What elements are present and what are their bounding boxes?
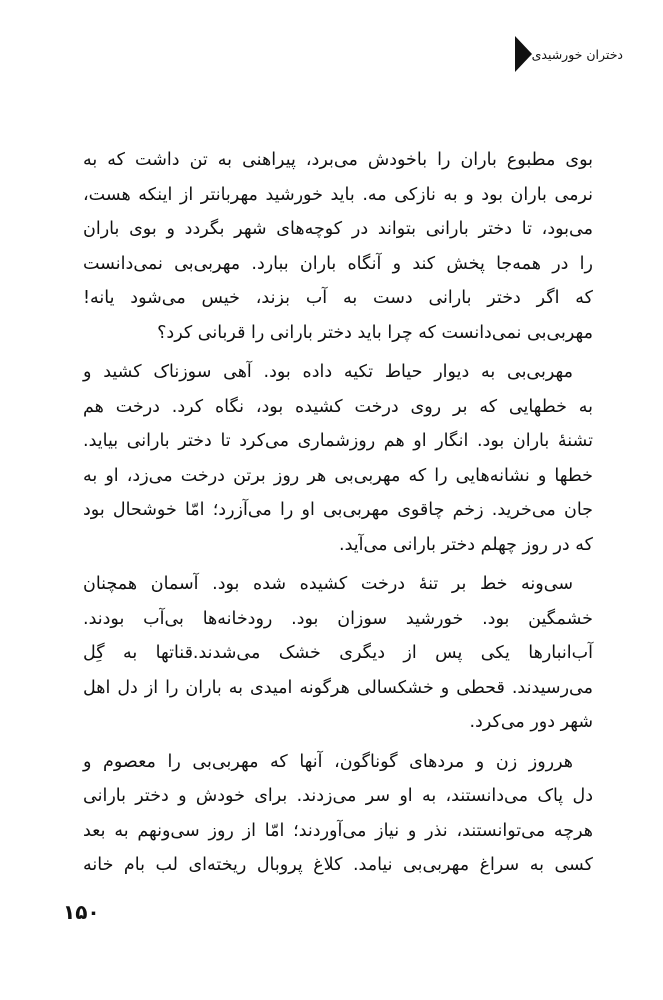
- body-text: [83, 143, 593, 883]
- text-line: سی‌ونه خط بر تنهٔ درخت کشیده شده بود. آسمان همچنان: [83, 574, 573, 594]
- text-line: مهربی‌بی نمی‌دانست که چرا باید دختر بارانی را قربانی کرد؟: [157, 322, 593, 343]
- text-line: خشمگین بود. خورشید سوزان بود. رودخانه‌ها بی‌آب بودند.: [83, 608, 593, 629]
- text-line: هرچه می‌توانستند، نذر و نیاز می‌آوردند؛ امّا از روز سی‌ونهم به بعد: [83, 820, 593, 841]
- text-line: مهربی‌بی به دیوار حیاط تکیه داده بود. آهی سوزناک کشید و: [83, 362, 573, 382]
- triangle-marker-icon: [515, 36, 532, 72]
- text-line: آب‌انبارها یکی پس از دیگری خشک می‌شدند.قناتها به گِل: [83, 643, 593, 663]
- text-line: هرروز زن و مردهای گوناگون، آنها که مهربی‌بی را معصوم و: [83, 751, 573, 772]
- text-line: کسی به سراغ مهربی‌بی نیامد. کلاغ پروبال ریخته‌ای لب بام خانه: [83, 855, 593, 875]
- paragraph-2: [83, 355, 593, 562]
- text-line: خطها و نشانه‌هایی را که مهربی‌بی هر روز برتن درخت می‌زد، او به: [83, 465, 593, 486]
- text-line: را در همه‌جا پخش کند و آنگاه باران ببارد. مهربی‌بی نمی‌دانست: [83, 253, 593, 274]
- text-line: که در روز چهلم دختر بارانی می‌آید.: [339, 534, 593, 555]
- text-line: نرمی باران بود و به نازکی مه. باید خورشید مهربانتر از اینکه هست،: [83, 184, 593, 205]
- page-number: ۱۵۰: [63, 900, 100, 924]
- paragraph-4: [83, 745, 593, 883]
- text-line: می‌رسیدند. قحطی و خشکسالی هرگونه امیدی به باران را از دل اهل: [83, 677, 593, 698]
- text-line: دل پاک می‌دانستند، به او سر می‌زدند. برای خودش و دختر بارانی: [83, 786, 593, 806]
- running-header-title: دختران خورشیدی: [531, 46, 623, 62]
- text-line: شهر دور می‌کرد.: [469, 712, 593, 732]
- paragraph-3: [83, 567, 593, 740]
- paragraph-1: [83, 143, 593, 350]
- text-line: که اگر دختر بارانی دست به آب بزند، خیس می‌شود یانه!: [83, 288, 593, 308]
- text-line: می‌بود، تا دختر بارانی بتواند در کوچه‌های شهر بگردد و بوی باران: [83, 219, 593, 239]
- text-line: تشنهٔ باران بود. انگار او هم روزشماری می‌کرد تا دختر بارانی بیاید.: [83, 431, 593, 451]
- text-line: بوی مطبوع باران را باخودش می‌برد، پیراهنی به تن داشت که به: [83, 150, 593, 170]
- text-line: جان می‌خرید. زخم چاقوی مهربی‌بی او را می‌آزرد؛ امّا خوشحال بود: [83, 500, 593, 520]
- running-header: [501, 34, 623, 74]
- text-line: به خطهایی که بر روی درخت کشیده بود، نگاه کرد. درخت هم: [83, 396, 593, 417]
